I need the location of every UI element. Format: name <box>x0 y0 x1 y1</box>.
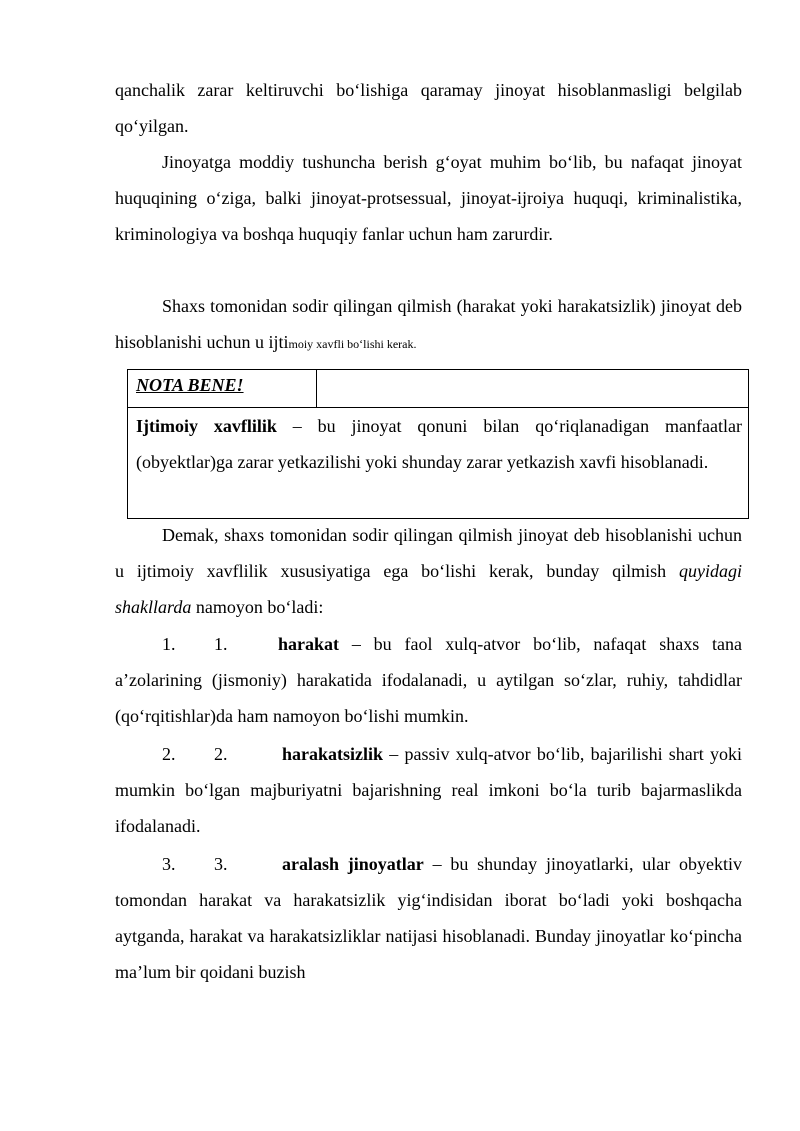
list-item-3 <box>115 846 742 990</box>
nota-bene-header <box>128 370 748 408</box>
paragraph-2: Jinoyatga moddiy tushuncha berish g‘oyat muhim bo‘lib, bu nafaqat jinoyat huquqining o‘ziga, balki jinoyat-protsessual, jinoyat-ijroiya huquqi, kriminalistika, kriminologiya va boshqa huquqiy fanlar uchun ham zarurdir. <box>115 152 742 244</box>
list-item-3-term: aralash jinoyatlar <box>282 854 424 874</box>
list-item-1-term: harakat <box>278 634 340 654</box>
list-item-1-number: 1. <box>162 634 176 654</box>
paragraph-1: qanchalik zarar keltiruvchi bo‘lishiga qaramay jinoyat hisoblanmasligi belgilab qo‘yilgan. <box>115 80 742 136</box>
list-item-2 <box>115 736 742 844</box>
list-item-3-text: – bu shunday jinoyatlarki, ular obyektiv tomondan harakat va harakatsizlik yig‘indisidan iborat bo‘ladi yoki boshqacha aytganda, harakat va harakatsizliklar natijasi hisoblanadi. Bunday jinoyatlar ko‘pincha ma’lum bir qoidani buzish <box>115 854 742 982</box>
paragraph-4-italic: quyidagi shakllarda <box>115 561 742 617</box>
nota-bene-box <box>127 369 749 519</box>
nota-bene-body <box>136 408 742 480</box>
nota-bene-divider <box>316 370 317 408</box>
paragraph-3-small-text: moiy xavfli bo‘lishi kerak. <box>288 337 417 351</box>
nota-bene-title: NOTA BENE! <box>136 375 244 395</box>
paragraph-4-text-b: namoyon bo‘ladi: <box>191 597 324 617</box>
list-item-1-subnumber: 1. <box>214 634 228 654</box>
list-item-1 <box>115 626 742 734</box>
list-item-2-text: – passiv xulq-atvor bo‘lib, bajarilishi shart yoki mumkin bo‘lgan majburiyatni bajarishning real imkoni bo‘la turib bajarmaslikda ifodalanadi. <box>115 744 742 836</box>
paragraph-3-text: Shaxs tomonidan sodir qilingan qilmish (harakat yoki harakatsizlik) jinoyat deb hisoblanishi uchun u ijti <box>115 296 742 352</box>
list-item-1-text: – bu faol xulq-atvor bo‘lib, nafaqat shaxs tana a’zolarining (jismoniy) harakatida ifodalanadi, u aytilgan so‘zlar, ruhiy, tahdidlar (qo‘rqitishlar)da ham namoyon bo‘lishi mumkin. <box>115 634 742 726</box>
paragraph-4-text-a: Demak, shaxs tomonidan sodir qilingan qilmish jinoyat deb hisoblanishi uchun u ijtimoiy xavflilik xususiyatiga ega bo‘lishi kerak, bunday qilmish <box>115 525 742 581</box>
list-item-2-number: 2. <box>162 744 176 764</box>
nota-bene-definition: – bu jinoyat qonuni bilan qo‘riqlanadigan manfaatlar (obyektlar)ga zarar yetkazilishi yoki shunday zarar yetkazish xavfi hisoblanadi. <box>136 416 742 472</box>
list-item-3-subnumber: 3. <box>214 854 228 874</box>
paragraph-4 <box>115 517 742 625</box>
list-item-3-number: 3. <box>162 854 176 874</box>
nota-bene-term: Ijtimoiy xavflilik <box>136 416 277 436</box>
list-item-2-subnumber: 2. <box>214 744 228 764</box>
list-item-2-term: harakatsizlik <box>282 744 384 764</box>
paragraph-3 <box>115 288 742 362</box>
